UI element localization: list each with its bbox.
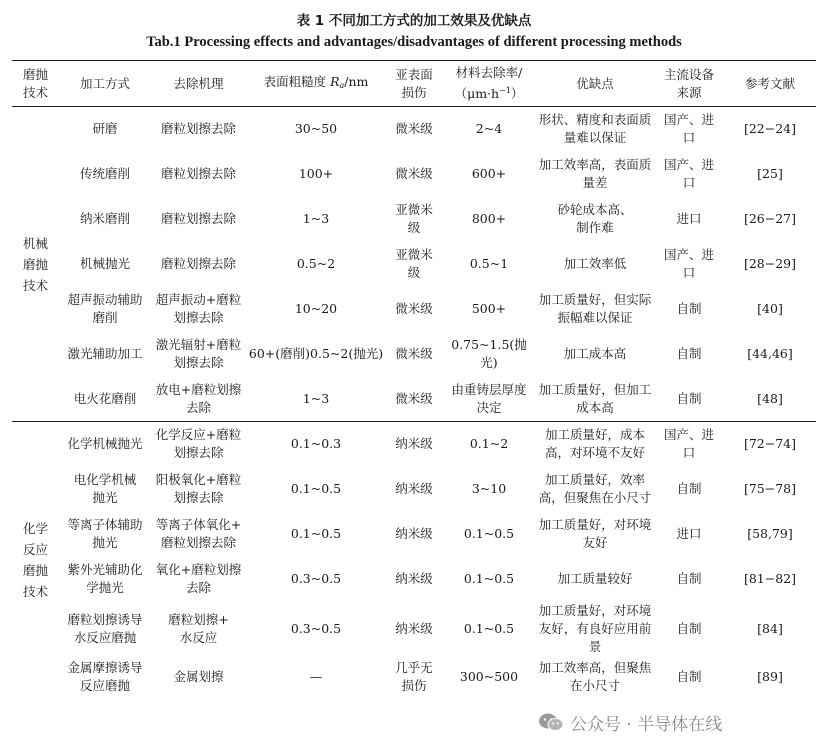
equipment-cell: [654, 332, 724, 377]
reference-cell: [26−27]: [743, 211, 797, 226]
method-cell: [59, 332, 151, 377]
roughness-cell: 1~3: [302, 211, 330, 226]
roughness-cell: 0.5~2: [296, 256, 336, 271]
cell-line: 氧化+磨粒划擦: [155, 562, 242, 577]
table-row: [12, 512, 816, 557]
equipment-cell: [654, 152, 724, 197]
table-body: [12, 107, 816, 698]
damage-cell: [386, 422, 442, 467]
cell-line: 0.1~0.5: [463, 620, 515, 636]
cell-line: 微米级: [395, 166, 433, 181]
cell-line: 口: [682, 265, 696, 280]
cell-line: 机械: [22, 235, 48, 251]
cell-line: 口: [682, 445, 696, 461]
pros-cons-cell: [536, 512, 654, 557]
table-row: [12, 422, 816, 467]
cell-line: 加工效率高，但聚焦: [538, 659, 652, 675]
cell-line: 金属摩擦诱导: [67, 659, 143, 675]
cell-line: 亚微米: [395, 247, 433, 262]
cell-line: 成本高: [576, 399, 614, 415]
cell-line: 友好: [582, 535, 608, 550]
damage-cell: [386, 377, 442, 422]
reference-cell: [58,79]: [747, 526, 793, 541]
cell-line: 0.1~0.5: [463, 526, 515, 541]
reference-cell: [25]: [757, 166, 783, 181]
reference-cell: [40]: [757, 301, 783, 316]
equipment-cell: [654, 422, 724, 467]
method-cell: [59, 242, 151, 287]
equipment-cell: [654, 197, 724, 242]
mechanism-cell: [151, 467, 246, 512]
cell-line: 0.1~2: [469, 436, 509, 452]
header-mechanism: 去除机理: [151, 61, 246, 107]
pros-cons-cell: [536, 467, 654, 512]
cell-line: 砂轮成本高、: [557, 202, 633, 217]
removal-rate-cell: [442, 557, 536, 602]
category-cell: [12, 107, 59, 422]
removal-rate-cell: [442, 656, 536, 698]
cell-line: 800+: [471, 211, 507, 226]
cell-line: 进口: [676, 526, 702, 541]
equipment-cell: [654, 602, 724, 656]
cell-line: 600+: [471, 166, 507, 181]
cell-line: 划擦去除: [173, 490, 224, 505]
mechanism-cell: [151, 197, 246, 242]
cell-line: 自制: [676, 346, 702, 361]
table-row: [12, 197, 816, 242]
method-cell: [59, 107, 151, 152]
header-method: 加工方式: [59, 61, 151, 107]
table-header-row: [12, 61, 816, 107]
cell-line: 磨粒划擦去除: [160, 211, 236, 226]
reference-cell: [81−82]: [743, 571, 797, 586]
cell-line: 磨削: [92, 310, 118, 325]
equipment-cell: [654, 242, 724, 287]
removal-rate-cell: [442, 242, 536, 287]
cell-line: 0.1~0.5: [463, 571, 515, 586]
cell-line: 纳米级: [395, 571, 433, 586]
table-caption-en: Tab.1 Processing effects and advantages/disadvantages of different processing methods: [146, 34, 682, 50]
table-caption-cn: 表 1 不同加工方式的加工效果及优缺点: [296, 13, 532, 29]
cell-line: 高，对环境不友好: [544, 445, 645, 461]
table-row: [12, 242, 816, 287]
damage-cell: [386, 152, 442, 197]
method-cell: [59, 152, 151, 197]
mechanism-cell: [151, 377, 246, 422]
roughness-cell: 0.1~0.5: [290, 481, 342, 496]
pros-cons-cell: [536, 557, 654, 602]
pros-cons-cell: [536, 107, 654, 152]
table-row: [12, 107, 816, 152]
header-references: 参考文献: [724, 61, 816, 107]
removal-rate-cell: [442, 422, 536, 467]
cell-line: 加工质量好，对环境: [538, 517, 652, 532]
pros-cons-cell: [536, 422, 654, 467]
cell-line: 制作难: [576, 220, 614, 235]
cell-line: 口: [682, 130, 696, 146]
cell-line: 技术: [22, 583, 48, 599]
cell-line: 量差: [582, 175, 608, 190]
cell-line: 自制: [676, 668, 702, 684]
method-cell: [59, 287, 151, 332]
cell-line: 景: [588, 638, 602, 654]
mechanism-cell: [151, 557, 246, 602]
wechat-icon: [538, 712, 564, 732]
removal-rate-cell: [442, 512, 536, 557]
removal-rate-cell: [442, 152, 536, 197]
cell-line: 在小尺寸: [569, 677, 620, 693]
mechanism-cell: [151, 287, 246, 332]
cell-line: 磨粒划擦去除: [160, 535, 236, 550]
cell-line: 自制: [676, 301, 702, 316]
cell-line: 3~10: [471, 481, 507, 496]
cell-line: 加工质量好，效率: [544, 472, 645, 487]
cell-line: 2~4: [475, 121, 503, 137]
cell-line: 等离子体辅助: [67, 517, 143, 532]
method-cell: [59, 557, 151, 602]
cell-line: 国产、进: [663, 157, 714, 172]
cell-line: 加工效率低: [563, 256, 627, 271]
cell-line: 形状、精度和表面质: [538, 112, 652, 128]
removal-rate-cell: [442, 602, 536, 656]
cell-line: 磨粒划擦去除: [160, 121, 236, 137]
pros-cons-cell: [536, 377, 654, 422]
damage-cell: [386, 242, 442, 287]
method-cell: [59, 656, 151, 698]
removal-rate-cell: [442, 287, 536, 332]
cell-line: 500+: [471, 301, 507, 316]
cell-line: 放电+磨粒划擦: [155, 381, 242, 397]
damage-cell: [386, 467, 442, 512]
cell-line: 0.75~1.5(抛: [451, 337, 527, 352]
cell-line: 加工成本高: [563, 346, 627, 361]
table-row: [12, 467, 816, 512]
roughness-cell: 0.1~0.3: [246, 422, 386, 467]
cell-line: 亚微米: [395, 202, 433, 217]
cell-line: 化学: [22, 520, 48, 536]
watermark: [538, 707, 726, 737]
cell-line: 级: [407, 265, 421, 280]
cell-line: 划擦去除: [173, 445, 224, 461]
roughness-cell: 0.3~0.5: [290, 571, 342, 586]
header-equipment: 主流设备 来源: [654, 61, 724, 107]
damage-cell: [386, 197, 442, 242]
table-row: [12, 656, 816, 698]
header-roughness: 表面粗糙度 $R_a/nm$: [246, 61, 386, 107]
reference-cell: [44,46]: [747, 346, 793, 361]
cell-line: 量难以保证: [563, 130, 627, 146]
cell-line: 等离子体氧化+: [155, 517, 242, 532]
cell-line: 磨抛: [22, 256, 48, 272]
cell-line: 化学反应+磨粒: [155, 427, 242, 443]
equipment-cell: [654, 377, 724, 422]
pros-cons-cell: [536, 332, 654, 377]
cell-line: 光): [480, 355, 498, 370]
cell-line: 纳米级: [395, 620, 433, 636]
cell-line: 磨抛: [22, 562, 48, 578]
cell-line: 纳米级: [395, 526, 433, 541]
roughness-cell: 0.1~0.5: [290, 526, 342, 541]
cell-line: 微米级: [395, 390, 433, 406]
pros-cons-cell: [536, 242, 654, 287]
cell-line: 加工质量好，但加工: [538, 381, 652, 397]
removal-rate-cell: [442, 377, 536, 422]
cell-line: 友好，有良好应用前: [538, 620, 652, 636]
cell-line: 激光辐射+磨粒: [155, 337, 242, 352]
damage-cell: [386, 602, 442, 656]
processing-methods-table: [12, 60, 816, 698]
method-cell: [59, 377, 151, 422]
cell-line: 水反应磨抛: [73, 629, 137, 645]
mechanism-cell: [151, 107, 246, 152]
cell-line: 技术: [22, 277, 48, 293]
roughness-cell: 100+: [298, 166, 334, 181]
table-row: [12, 287, 816, 332]
cell-line: 由重铸层厚度: [451, 381, 527, 397]
cell-line: 自制: [676, 571, 702, 586]
reference-cell: [22−24]: [724, 107, 816, 152]
cell-line: 300~500: [459, 668, 519, 684]
cell-line: 纳米级: [395, 436, 433, 452]
cell-line: 纳米磨削: [79, 211, 130, 226]
damage-cell: [386, 656, 442, 698]
roughness-cell: 30~50: [246, 107, 386, 152]
cell-line: 磨粒划擦去除: [160, 166, 236, 181]
table-row: [12, 377, 816, 422]
pros-cons-cell: [536, 287, 654, 332]
roughness-cell: 60+(磨削)0.5~2(抛光): [248, 346, 384, 361]
equipment-cell: [654, 656, 724, 698]
removal-rate-cell: [442, 332, 536, 377]
cell-line: 振幅难以保证: [557, 310, 633, 325]
cell-line: 阳极氧化+磨粒: [155, 472, 242, 487]
cell-line: 微米级: [395, 346, 433, 361]
cell-line: 化学机械抛光: [67, 436, 143, 452]
cell-line: 磨粒划擦诱导: [67, 611, 143, 627]
cell-line: 微米级: [395, 301, 433, 316]
cell-line: 损伤: [401, 677, 427, 693]
cell-line: 级: [407, 220, 421, 235]
reference-cell: [89]: [757, 668, 783, 684]
cell-line: 反应: [22, 541, 48, 557]
cell-line: 去除: [185, 399, 211, 415]
removal-rate-cell: [442, 107, 536, 152]
pros-cons-cell: [536, 197, 654, 242]
table-row: [12, 152, 816, 197]
roughness-cell: 10~20: [294, 301, 338, 316]
mechanism-cell: [151, 332, 246, 377]
cell-line: 高，但聚焦在小尺寸: [538, 490, 652, 505]
reference-cell: [84]: [757, 620, 783, 636]
damage-cell: [386, 512, 442, 557]
cell-line: 金属划擦: [173, 668, 224, 684]
cell-line: 纳米级: [395, 481, 433, 496]
cell-line: 反应磨抛: [79, 677, 130, 693]
cell-line: 传统磨削: [79, 166, 130, 181]
cell-line: 划擦去除: [173, 355, 224, 370]
cell-line: 进口: [676, 211, 702, 226]
cell-line: 加工质量好，对环境: [538, 602, 652, 618]
method-cell: [59, 422, 151, 467]
cell-line: 加工质量好，但实际: [538, 292, 652, 307]
method-cell: [59, 602, 151, 656]
removal-rate-cell: [442, 197, 536, 242]
reference-cell: [72−74]: [724, 422, 816, 467]
method-cell: [59, 467, 151, 512]
cell-line: 加工质量好，成本: [544, 427, 645, 443]
cell-line: 加工效率高，表面质: [538, 157, 652, 172]
cell-line: 电化学机械: [73, 472, 137, 487]
cell-line: 划擦去除: [173, 310, 224, 325]
table-row: [12, 332, 816, 377]
damage-cell: [386, 107, 442, 152]
damage-cell: [386, 332, 442, 377]
cell-line: 水反应: [179, 629, 218, 645]
header-pros-cons: 优缺点: [536, 61, 654, 107]
mechanism-cell: [151, 152, 246, 197]
cell-line: 国产、进: [663, 247, 714, 262]
cell-line: 抛光: [92, 490, 118, 505]
mechanism-cell: [151, 656, 246, 698]
cell-line: 研磨: [92, 121, 118, 137]
method-cell: [59, 512, 151, 557]
cell-line: 紫外光辅助化: [67, 562, 143, 577]
removal-rate-cell: [442, 467, 536, 512]
cell-line: 口: [682, 175, 696, 190]
equipment-cell: [654, 107, 724, 152]
table-row: [12, 602, 816, 656]
category-cell: [12, 422, 59, 698]
mechanism-cell: [151, 422, 246, 467]
cell-line: 抛光: [92, 535, 118, 550]
cell-line: 几乎无: [395, 659, 433, 675]
cell-line: 加工质量较好: [557, 571, 633, 586]
table-row: [12, 557, 816, 602]
watermark-text: 公众号 · 半导体在线: [570, 714, 723, 735]
header-removal-rate: 材料去除率/ $(\mu m\cdot h^{-1})$: [442, 61, 536, 107]
cell-line: 磨粒划擦+: [168, 611, 229, 627]
method-cell: [59, 197, 151, 242]
pros-cons-cell: [536, 602, 654, 656]
cell-line: 磨粒划擦去除: [160, 256, 236, 271]
roughness-cell: 1~3: [302, 390, 330, 406]
cell-line: 0.5~1: [469, 256, 509, 271]
pros-cons-cell: [536, 152, 654, 197]
mechanism-cell: [151, 242, 246, 287]
cell-line: 超声振动+磨粒: [155, 292, 242, 307]
cell-line: 国产、进: [663, 112, 714, 128]
cell-line: 自制: [676, 620, 702, 636]
cell-line: 去除: [185, 580, 211, 595]
equipment-cell: [654, 467, 724, 512]
reference-cell: [28−29]: [743, 256, 797, 271]
mechanism-cell: [151, 512, 246, 557]
header-category: 磨抛 技术: [12, 61, 59, 107]
cell-line: 机械抛光: [79, 256, 130, 271]
mechanism-cell: [151, 602, 246, 656]
cell-line: 自制: [676, 390, 702, 406]
cell-line: 决定: [476, 399, 502, 415]
equipment-cell: [654, 512, 724, 557]
reference-cell: [75−78]: [743, 481, 797, 496]
equipment-cell: [654, 287, 724, 332]
cell-line: 激光辅助加工: [67, 346, 143, 361]
reference-cell: [48]: [757, 390, 783, 406]
damage-cell: [386, 557, 442, 602]
equipment-cell: [654, 557, 724, 602]
roughness-cell: —: [309, 668, 323, 684]
damage-cell: [386, 287, 442, 332]
header-damage: 亚表面 损伤: [386, 61, 442, 107]
pros-cons-cell: [536, 656, 654, 698]
cell-line: 自制: [676, 481, 702, 496]
roughness-cell: 0.3~0.5: [290, 620, 342, 636]
cell-line: 国产、进: [663, 427, 714, 443]
cell-line: 学抛光: [86, 580, 124, 595]
cell-line: 电火花磨削: [73, 390, 137, 406]
cell-line: 超声振动辅助: [67, 292, 143, 307]
cell-line: 微米级: [395, 121, 433, 137]
